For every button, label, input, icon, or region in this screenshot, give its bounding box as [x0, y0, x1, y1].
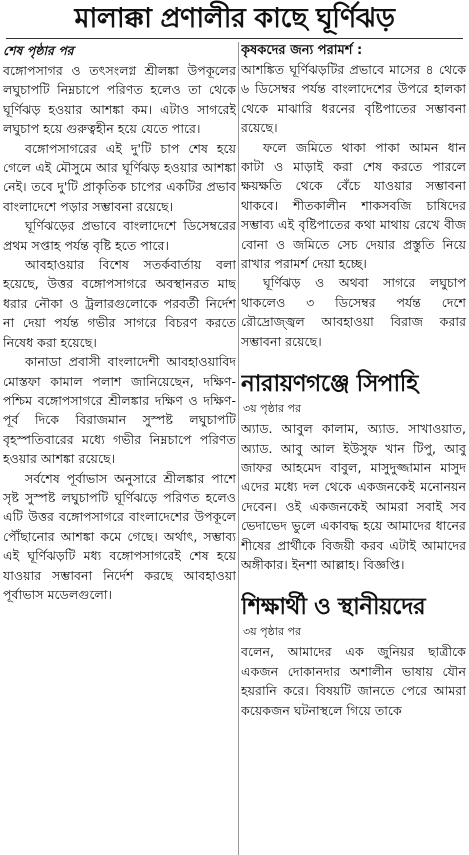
left-column [3, 42, 236, 855]
paragraph: ঘূর্ণিঝড় ও অথবা সাগরে লঘুচাপ থাকলেও ৩ ডিসেম্বর পর্যন্ত দেশে রৌদ্রোজ্জ্বল আবহাওয়া বিরাজ করার সম্ভাবনা রয়েছে। [241, 275, 466, 349]
continuation-kicker: শেষ পৃষ্ঠার পর [3, 43, 74, 58]
continuation-kicker: ৩য় পৃষ্ঠার পর [243, 402, 302, 416]
paragraph: অ্যাড. আবুল কালাম, অ্যাড. সাখাওয়াত, অ্যাড. আবু আল ইউসুফ খান টিপু, আবু জাফর আহমেদ বাবুল, মাসুদুজ্জামান মাসুদ এদের মধ্যে দল থেকে একজনকেই মনোনয়ন দেবেন। ওই একজনকেই আমরা সবাই সব ভেদাভেদ ভুলে একাবদ্ধ হয়ে আমাদের ধানের শীষের প্রার্থীকে বিজয়ী করব এটাই আমাদের অঙ্গীকার। ইনশা আল্লাহ। বিজ্ঞপ্তি। [241, 421, 466, 572]
right-column [241, 42, 466, 855]
continuation-kicker: ৩য় পৃষ্ঠার পর [243, 625, 302, 639]
paragraph: বলেন, আমাদের এক জুনিয়র ছাত্রীকে একজন দোকানদার অশালীন ভাষায় যৌন হয়রানি করে। বিষয়টি জানতে পেরে আমরা কয়েকজন ঘটনাস্থলে গিয়ে তাকে [241, 644, 466, 718]
section-kicker: কৃষকদের জন্য পরামর্শ : [241, 43, 363, 58]
paragraph: বঙ্গোপসাগরের এই দু'টি চাপ শেষ হয়ে গেলে এই মৌসুমে আর ঘূর্ণিঝড় হওয়ার আশঙ্কা নেই। তবে দু'টি প্রাকৃতিক চাপের একটির প্রভাব বাংলাদেশে পড়ার সম্ভাবনা রয়েছে। [3, 140, 236, 214]
story-headline: নারায়ণগঞ্জে সিপাহি [241, 371, 418, 398]
paragraph: ঘূর্ণিঝড়ের প্রভাবে বাংলাদেশে ডিসেম্বরের প্রথম সপ্তাহ পর্যন্ত বৃষ্টি হতে পারে। [3, 218, 236, 253]
paragraph: সর্বশেষ পূর্বাভাস অনুসারে শ্রীলঙ্কার পাশে সৃষ্ট সুস্পষ্ট লঘুচাপটি ঘূর্ণিঝড়ে পরিণত হলেও এটি উত্তর বঙ্গোপসাগরে বাংলাদেশের উপকূলে পৌঁছানোর আশঙ্কা কমে গেছে। অর্থাৎ, সম্ভাব্য এই ঘূর্ণিঝড়টি মধ্য বঙ্গোপসাগরেই শেষ হয়ে যাওয়ার সম্ভাবনা নির্দেশ করছে আবহাওয়া পূর্বাভাস মডেলগুলো। [3, 470, 236, 602]
column-divider [238, 42, 239, 855]
paragraph: কানাডা প্রবাসী বাংলাদেশী আবহাওয়াবিদ মোস্তফা কামাল পলাশ জানিয়েছেন, দক্ষিণ-পশ্চিম বঙ্গোপসাগরে শ্রীলঙ্কার দক্ষিণ ও দক্ষিণ-পূর্ব দিকে বিরাজমান সুস্পষ্ট লঘুচাপটি বৃহস্পতিবারের মধ্যে গভীর নিম্নচাপে পরিণত হওয়ার আশঙ্কা রয়েছে। [3, 354, 236, 467]
story-headline: শিক্ষার্থী ও স্থানীয়দের [241, 594, 426, 621]
headline-rule [6, 38, 463, 39]
paragraph: আবহাওয়ার বিশেষ সতর্কবার্তায় বলা হয়েছে, উত্তর বঙ্গোপসাগরে অবস্থানরত মাছ ধরার নৌকা ও ট্রলারগুলোকে পরবর্তী নির্দেশ না দেয়া পর্যন্ত গভীর সাগরে বিচরণ করতে নিষেধ করা হয়েছে। [3, 257, 236, 350]
paragraph: ফলে জমিতে থাকা পাকা আমন ধান কাটা ও মাড়াই করা শেষ করতে পারলে ক্ষয়ক্ষতি থেকে বেঁচে যাওয়ার সম্ভাবনা থাকবে। শীতকালীন শাকসবজি চাষিদের সম্ভাব্য এই বৃষ্টিপাতের কথা মাথায় রেখে বীজ বোনা ও জমিতে সেচ দেয়ার প্রস্তুতি নিয়ে রাখার পরামর্শ দেয়া হচ্ছে। [241, 139, 466, 272]
page-headline: মালাক্কা প্রণালীর কাছে ঘূর্ণিঝড় [74, 3, 395, 34]
paragraph: আশঙ্কিত ঘূর্ণিঝড়টির প্রভাবে মাসের ৪ থেকে ৬ ডিসেম্বর পর্যন্ত বাংলাদেশের উপরে হালকা থেকে মাঝারি ধরনের বৃষ্টিপাতের সম্ভাবনা রয়েছে। [241, 62, 466, 136]
paragraph: বঙ্গোপসাগর ও তৎসংলগ্ন শ্রীলঙ্কা উপকূলের লঘুচাপটি নিম্নচাপে পরিণত হলেও তা থেকে ঘূর্ণিঝড় হওয়ার আশঙ্কা কম। এটাও সাগরেই লঘুচাপ হয়ে গুরুত্বহীন হয়ে যেতে পারে। [3, 63, 236, 137]
